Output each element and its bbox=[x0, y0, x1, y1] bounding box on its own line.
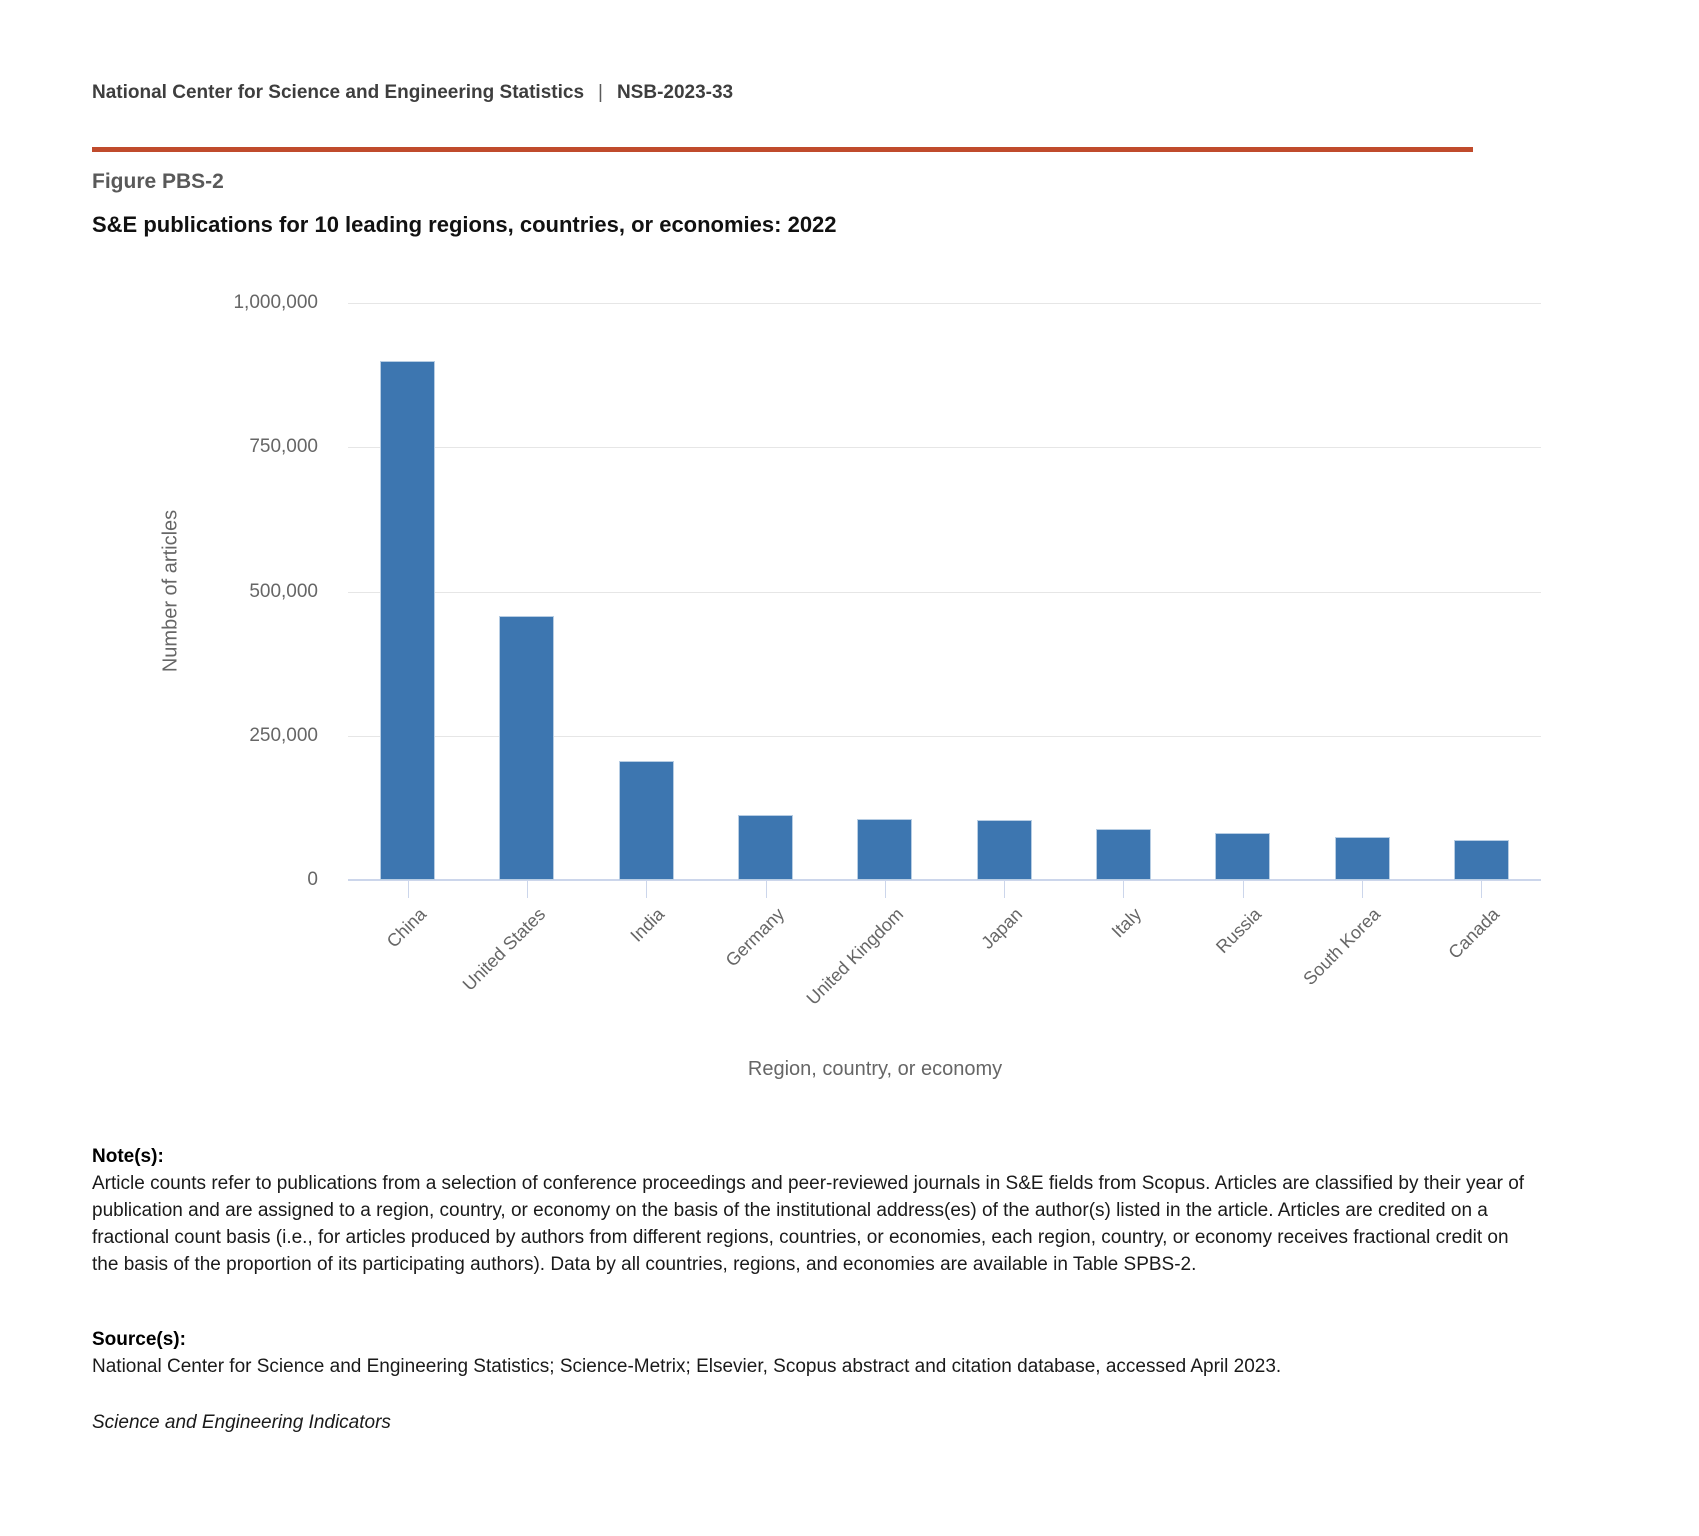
y-tick-label: 500,000 bbox=[249, 580, 318, 602]
x-tick-label-germany: Germany bbox=[721, 904, 788, 971]
notes-heading: Note(s): bbox=[92, 1146, 164, 1167]
gridline bbox=[348, 447, 1541, 448]
x-tick-label-italy: Italy bbox=[1108, 904, 1146, 942]
x-axis-tick bbox=[1481, 880, 1482, 898]
bar-south-korea[interactable] bbox=[1335, 837, 1390, 880]
figure-title: S&E publications for 10 leading regions, countries, or economies: 2022 bbox=[92, 212, 837, 237]
y-tick-label: 1,000,000 bbox=[233, 292, 318, 313]
bar-canada[interactable] bbox=[1454, 840, 1509, 880]
bar-india[interactable] bbox=[619, 761, 674, 880]
bar-germany[interactable] bbox=[738, 815, 793, 880]
plot-area bbox=[348, 303, 1541, 1009]
x-tick-label-united-states: United States bbox=[458, 904, 550, 995]
x-axis-tick bbox=[766, 880, 767, 898]
gridline bbox=[348, 303, 1541, 304]
x-axis-title: Region, country, or economy bbox=[747, 1058, 1003, 1080]
x-axis-tick bbox=[646, 880, 647, 898]
x-axis-tick bbox=[1004, 880, 1005, 898]
bar-russia[interactable] bbox=[1215, 833, 1270, 880]
header-report-id: NSB-2023-33 bbox=[616, 82, 734, 103]
header-org-name: National Center for Science and Engineering Statistics bbox=[92, 82, 585, 103]
x-axis-tick bbox=[527, 880, 528, 898]
bar-china[interactable] bbox=[380, 361, 435, 880]
x-tick-label-india: India bbox=[626, 904, 669, 946]
x-tick-label-canada: Canada bbox=[1444, 904, 1504, 963]
x-axis-tick bbox=[1123, 880, 1124, 898]
source-heading: Source(s): bbox=[92, 1329, 186, 1350]
x-tick-label-united-kingdom: United Kingdom bbox=[802, 904, 907, 1009]
notes-block bbox=[92, 1143, 1537, 1278]
header-divider: | bbox=[598, 82, 603, 103]
x-tick-label-russia: Russia bbox=[1211, 904, 1265, 958]
indicators-footer: Science and Engineering Indicators bbox=[92, 1412, 391, 1433]
x-tick-label-japan: Japan bbox=[977, 904, 1027, 953]
x-tick-label-china: China bbox=[382, 904, 430, 952]
x-axis-tick bbox=[1243, 880, 1244, 898]
notes-text: Article counts refer to publications from a selection of conference proceedings and peer-reviewed journals in S&E fields from Scopus. Articles are classified by their year of publication and are assigned to a region, country, or economy on the basis of the institutional address(es) of the author(s) listed in the article. Articles are credited on a fractional count basis (i.e., for articles produced by authors from different regions, countries, or economies, each region, country, or economy receives fractional credit on the basis of the proportion of its participating authors). Data by all countries, regions, and economies are available in Table SPBS-2. bbox=[92, 1173, 1525, 1275]
bar-italy[interactable] bbox=[1096, 829, 1151, 880]
gridline bbox=[348, 592, 1541, 593]
x-axis-tick bbox=[885, 880, 886, 898]
x-axis-tick bbox=[1362, 880, 1363, 898]
y-tick-label: 750,000 bbox=[249, 436, 318, 458]
bar-united-states[interactable] bbox=[499, 616, 554, 880]
source-text: National Center for Science and Engineering Statistics; Science-Metrix; Elsevier, Scopus abstract and citation database, accessed April 2023. bbox=[92, 1356, 1282, 1377]
bar-united-kingdom[interactable] bbox=[857, 819, 912, 880]
x-axis-tick bbox=[408, 880, 409, 898]
source-block bbox=[92, 1326, 1537, 1380]
bar-japan[interactable] bbox=[977, 820, 1032, 880]
y-axis-title: Number of articles bbox=[159, 509, 182, 673]
y-tick-label: 0 bbox=[307, 869, 318, 890]
y-tick-label: 250,000 bbox=[249, 724, 318, 746]
x-tick-label-south-korea: South Korea bbox=[1299, 904, 1385, 989]
figure-label: Figure PBS-2 bbox=[92, 170, 224, 193]
